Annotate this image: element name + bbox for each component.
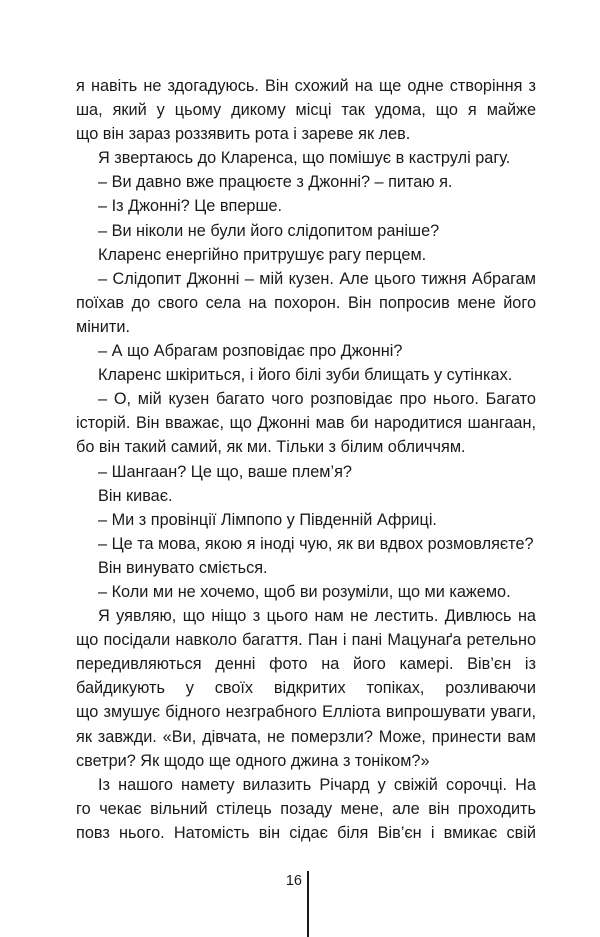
text-line: Я уявляю, що ніщо з цього нам не лестить. Дивлюсь на	[98, 607, 536, 626]
text-line: – Ви ніколи не були його слідопитом раніше?	[98, 221, 440, 240]
text-line: бо він такий самий, як ми. Тільки з білим обличчям.	[76, 438, 466, 457]
text-line: Кларенс шкіриться, і його білі зуби блищать у сутінках.	[98, 366, 513, 385]
text-line: светри? Як щодо ще одного джина з тоніком?»	[76, 751, 430, 770]
text-line: – Ви давно вже працюєте з Джонні? – питаю я.	[98, 173, 453, 192]
body-text	[76, 74, 536, 845]
page-footer	[0, 871, 600, 937]
text-line: що посідали навколо багаття. Пан і пані Мацунаґа ретельно	[76, 631, 536, 650]
text-line: – Слідопит Джонні – мій кузен. Але цього тижня Абрагам	[98, 269, 536, 288]
text-line: Із нашого намету вилазить Річард у свіжій сорочці. На	[98, 775, 536, 794]
page-number: 16	[285, 873, 302, 889]
text-line: мінити.	[76, 317, 130, 336]
text-line: я навіть не здогадуюсь. Він схожий на ще одне створіння з	[76, 77, 536, 95]
text-line: – Шангаан? Це що, ваше плем’я?	[98, 462, 352, 481]
text-line: що він зараз роззявить рота і зареве як лев.	[76, 125, 411, 144]
text-line: поїхав до свого села на похорон. Він попросив мене його	[76, 293, 536, 312]
text-line: що змушує бідного незграбного Елліота випрошувати уваги,	[76, 703, 536, 722]
text-line: – Це та мова, якою я іноді чую, як ви вдвох розмовляєте?	[98, 534, 534, 553]
page-rule-divider	[307, 871, 309, 937]
text-line: передивляються денні фото на його камері. Вів’єн із	[76, 655, 536, 674]
text-line: як завжди. «Ви, дівчата, не померзли? Може, принести вам	[76, 727, 536, 746]
text-line: Він киває.	[98, 486, 173, 505]
text-line: – Із Джонні? Це вперше.	[98, 197, 283, 216]
text-line: го чекає вільний стілець позаду мене, але він проходить	[76, 799, 536, 818]
text-line: – О, мій кузен багато чого розповідає про нього. Багато	[98, 390, 536, 409]
text-line: ша, який у цьому дикому місці так удома, що я майже	[76, 101, 536, 120]
text-line: історій. Він вважає, що Джонні мав би народитися шангаан,	[76, 414, 536, 433]
text-line: – Коли ми не хочемо, щоб ви розуміли, що ми кажемо.	[98, 582, 511, 601]
text-line: байдикують у своїх відкритих топіках, розливаючи	[76, 679, 536, 698]
text-line: – Ми з провінції Лімпопо у Південній Африці.	[98, 510, 437, 529]
text-line: Він винувато сміється.	[98, 558, 268, 577]
text-line: Кларенс енергійно притрушує рагу перцем.	[98, 245, 427, 264]
text-line: повз нього. Натомість він сідає біля Вів’єн і вмикає свій	[76, 823, 536, 842]
text-line: Я звертаюсь до Кларенса, що помішує в каструлі рагу.	[98, 149, 511, 168]
text-line: – А що Абрагам розповідає про Джонні?	[98, 342, 403, 361]
